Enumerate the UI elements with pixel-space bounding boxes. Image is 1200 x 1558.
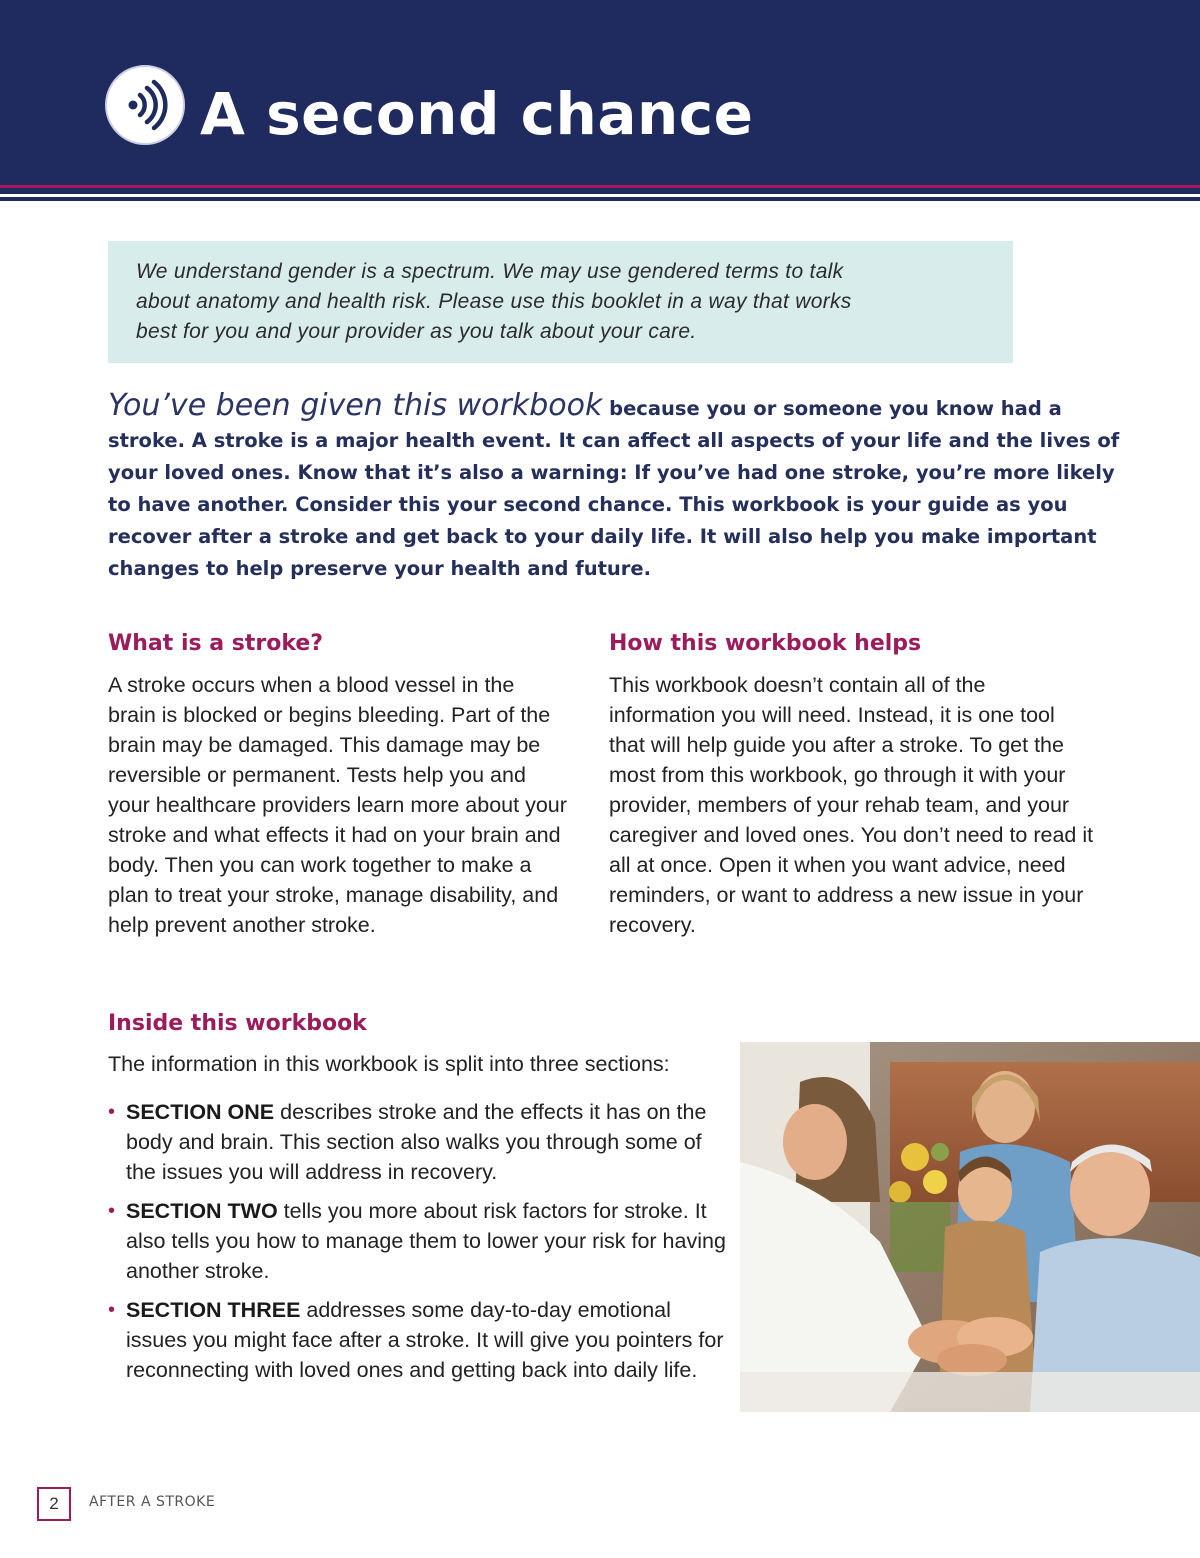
list-item	[108, 1196, 728, 1286]
sound-waves-icon	[105, 65, 185, 145]
section-text: describes stroke and the effects it has on the body and brain. This section also walks you through some of the issues you will address in recovery.	[126, 1100, 707, 1184]
section-label: SECTION ONE	[126, 1100, 275, 1124]
bullet-icon: •	[108, 1200, 116, 1222]
section-label: SECTION THREE	[126, 1298, 301, 1322]
what-is-stroke-body: A stroke occurs when a blood vessel in the brain is blocked or begins bleeding. Part of the brain may be damaged. This damage may be reversible or permanent. Tests help you and your healthcare providers learn more about your stroke and what effects it had on your brain and body. Then you can work together to make a plan to treat your stroke, manage disability, and help prevent another stroke.	[108, 673, 567, 937]
page-number: 2	[37, 1487, 71, 1521]
bullet-icon: •	[108, 1101, 116, 1123]
intro-body: because you or someone you know had a stroke. A stroke is a major health event. It can affect all aspects of your life and the lives of your loved ones. Know that it’s also a warning: If you’ve had one stroke, you’re more likely to have another. Consider this your second chance. This workbook is your guide as you recover after a stroke and get back to your daily life. It will also help you make important changes to help preserve your health and future.	[108, 397, 1120, 580]
section-list	[108, 1097, 728, 1394]
list-item	[108, 1295, 728, 1385]
notice-line: about anatomy and health risk. Please use this booklet in a way that works	[136, 290, 852, 313]
notice-line: We understand gender is a spectrum. We may use gendered terms to talk	[136, 260, 844, 283]
page-title: A second chance	[200, 80, 754, 148]
section-text: addresses some day-to-day emotional issues you might face after a stroke. It will give you pointers for reconnecting with loved ones and getting back into daily life.	[126, 1298, 724, 1382]
gender-notice	[108, 241, 1013, 363]
section-label: SECTION TWO	[126, 1199, 278, 1223]
how-workbook-helps-body: This workbook doesn’t contain all of the information you will need. Instead, it is one tool that will help guide you after a stroke. To get the most from this workbook, go through it with your provider, members of your rehab team, and your caregiver and loved ones. You don’t need to read it all at once. Open it when you want advice, need reminders, or want to address a new issue in your recovery.	[609, 673, 1094, 937]
intro-paragraph	[108, 390, 1120, 585]
header-divider	[0, 197, 1200, 201]
list-item	[108, 1097, 728, 1187]
inside-workbook-heading: Inside this workbook	[108, 1011, 367, 1036]
notice-line: best for you and your provider as you talk about your care.	[136, 320, 697, 343]
how-workbook-helps-heading: How this workbook helps	[609, 631, 922, 656]
bullet-icon: •	[108, 1299, 116, 1321]
family-photo	[740, 1042, 1200, 1412]
section-text: tells you more about risk factors for stroke. It also tells you how to manage them to lower your risk for having another stroke.	[126, 1199, 726, 1283]
inside-workbook-intro: The information in this workbook is split into three sections:	[108, 1052, 670, 1076]
what-is-stroke-heading: What is a stroke?	[108, 631, 324, 656]
footer-label: AFTER A STROKE	[89, 1494, 216, 1510]
intro-lead: You’ve been given this workbook	[108, 388, 603, 423]
